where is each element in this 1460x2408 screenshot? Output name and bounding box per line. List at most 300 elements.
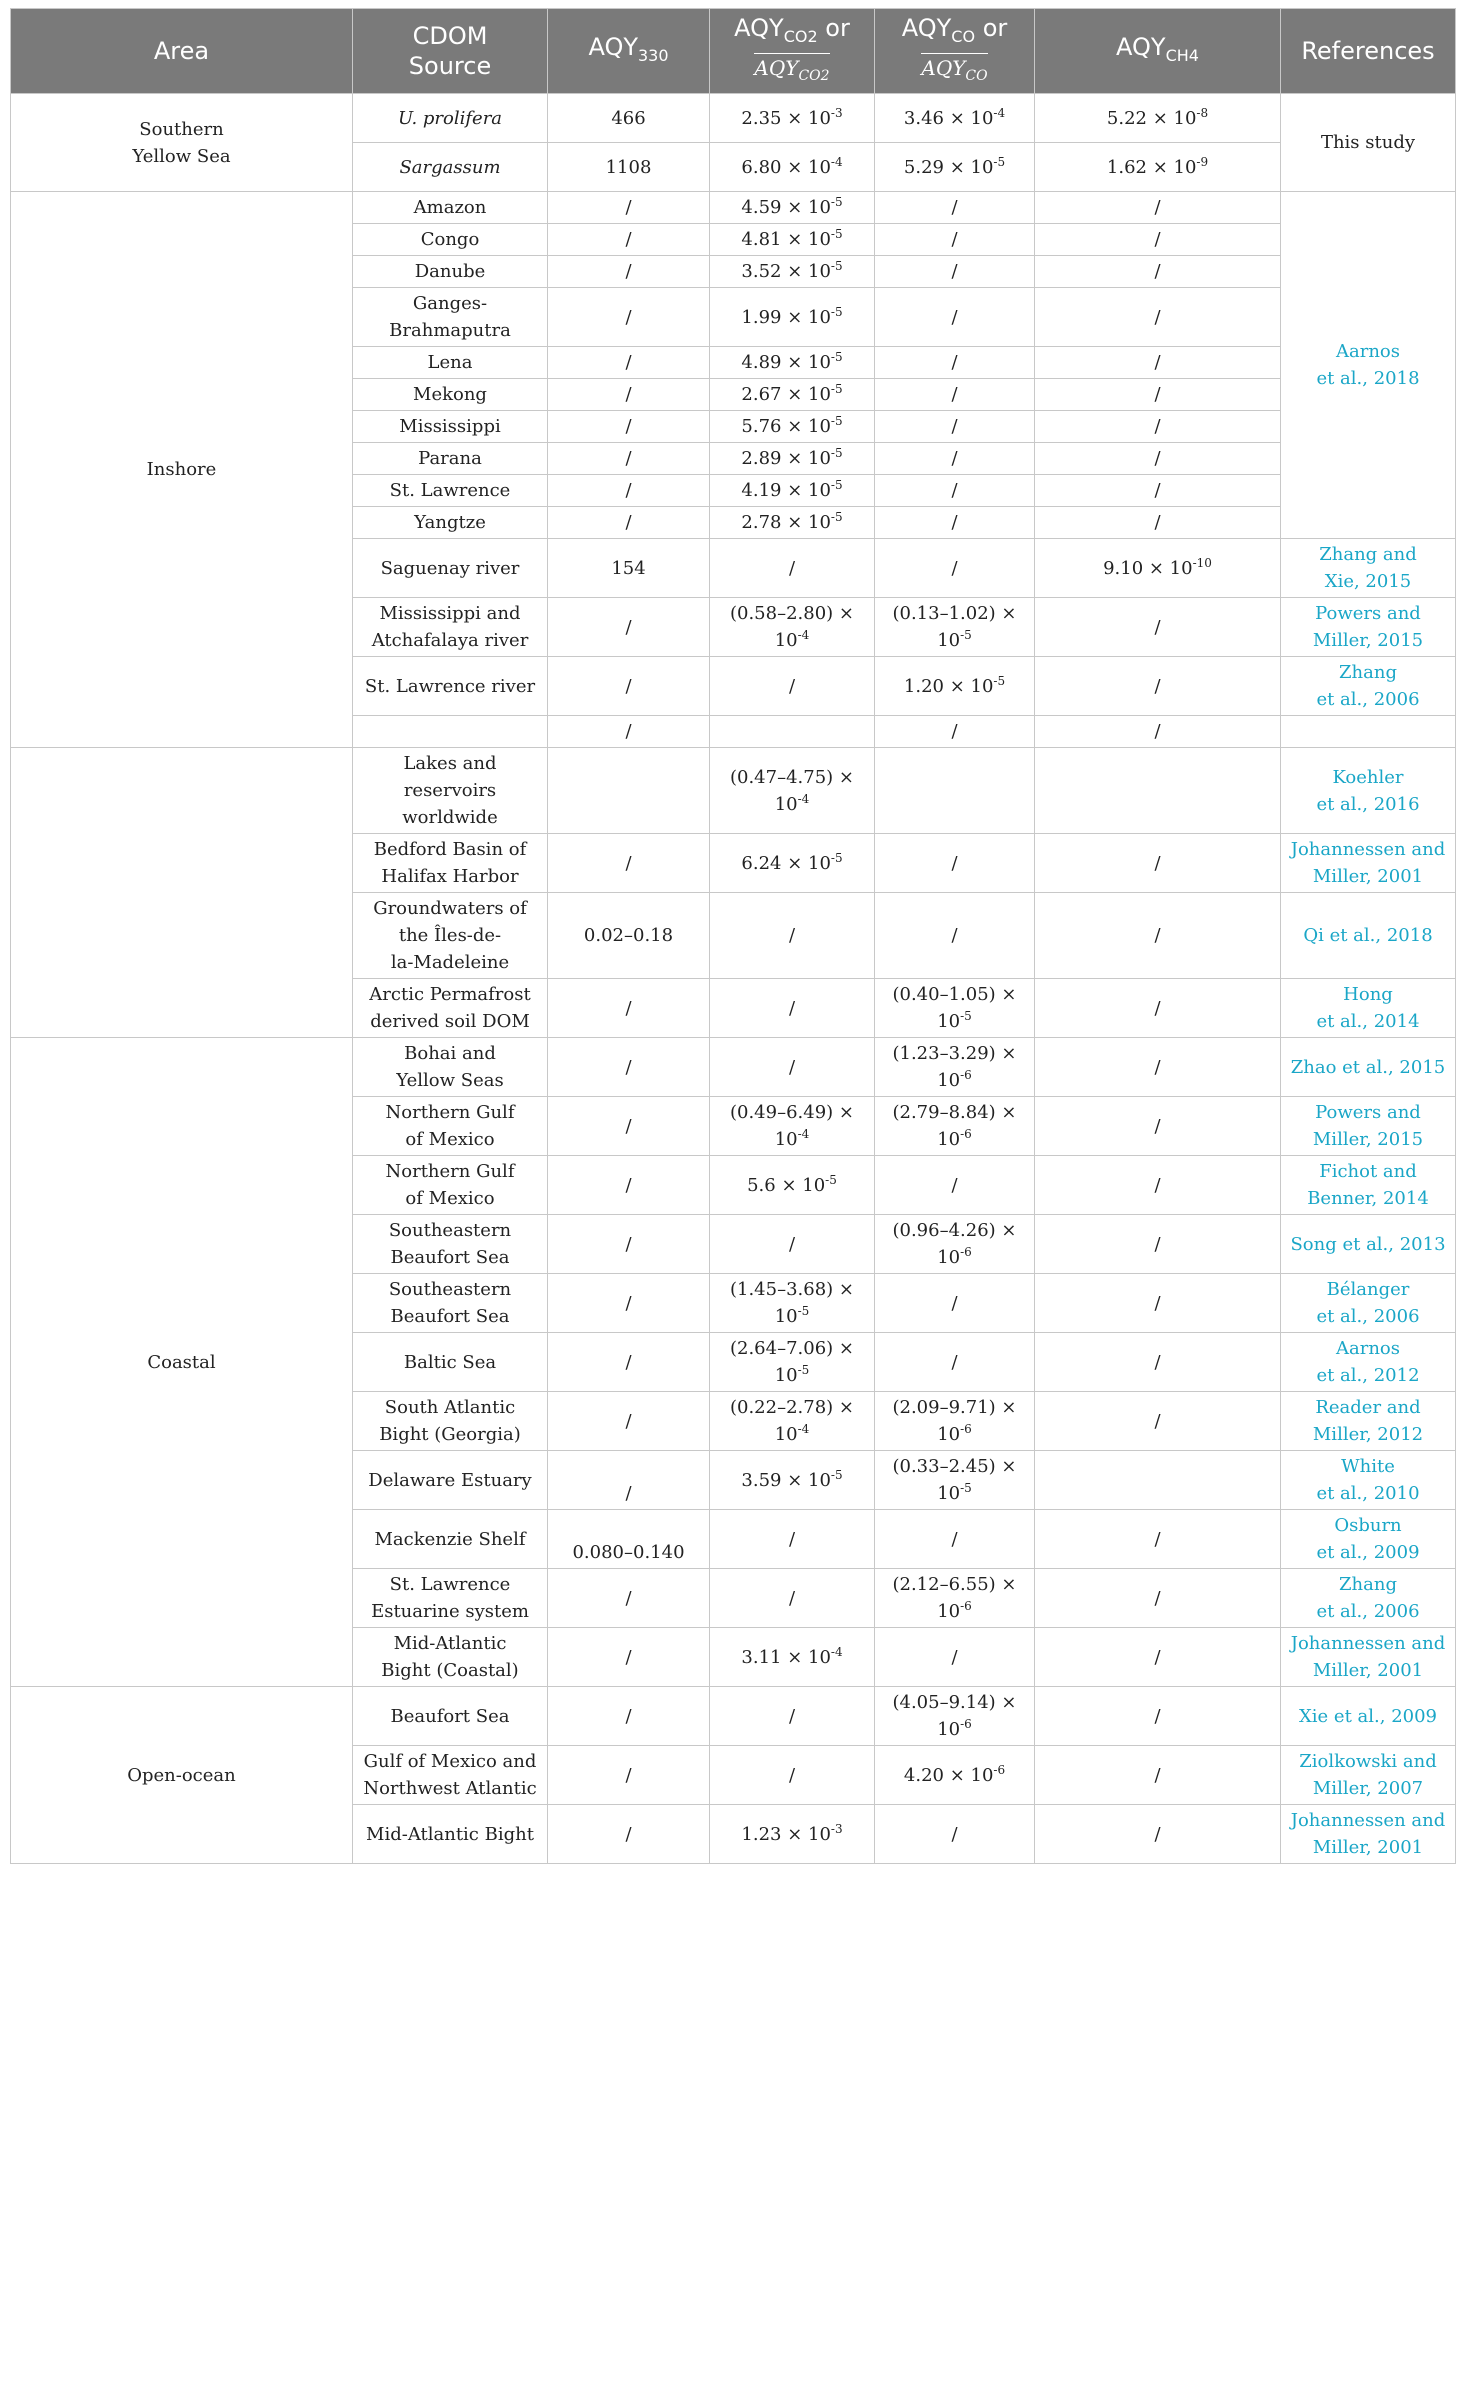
aqy-ch4-cell [1035, 1628, 1281, 1687]
source-text: St. Lawrence river [364, 675, 536, 697]
aqy-co-cell-exponent: -5 [993, 154, 1006, 169]
source-text: Parana [418, 448, 482, 469]
aqy-ch4-text: / [1154, 1705, 1161, 1727]
aqy-co-cell [875, 192, 1035, 224]
aqy330-cell: / [548, 475, 710, 507]
aqy-co2-cell-text: (0.58–2.80) × 10 [729, 603, 854, 651]
aqy-co-cell-text: / [951, 229, 958, 250]
aqy330-cell: 1108 [548, 143, 710, 192]
aqy-co-cell-text: 5.29 × 10 [903, 156, 994, 178]
header-aqy-ch4: $AQY_{CH4}$ [1035, 9, 1281, 94]
aqy-ch4-exponent: -9 [1196, 154, 1209, 169]
source-text: Danube [414, 261, 486, 282]
aqy-co-cell [875, 1333, 1035, 1392]
aqy-co2-cell-text: / [788, 1705, 796, 1727]
aqy-co2-cell [710, 893, 875, 979]
aqy330-cell: / [548, 379, 710, 411]
source-text: Mekong [413, 384, 487, 405]
aqy330-cell: / [548, 1097, 710, 1156]
aqy-co2-cell [710, 834, 875, 893]
aqy-co-cell-text: / [951, 448, 958, 469]
aqy330-cell: / [548, 1746, 710, 1805]
aqy-co-cell-text: 1.20 × 10 [903, 675, 994, 697]
aqy-co-cell [875, 1746, 1035, 1805]
source-cell [353, 1333, 548, 1392]
aqy330-cell [548, 748, 710, 834]
aqy-co2-cell-exponent: -4 [797, 1422, 810, 1436]
source-cell [353, 411, 548, 443]
aqy-co2-cell-text: (0.49–6.49) × 10 [729, 1102, 854, 1150]
source-cell [353, 256, 548, 288]
aqy-co2-cell-exponent: -3 [830, 1821, 843, 1836]
aqy-ch4-text: / [1154, 197, 1161, 218]
reference-link: Ziolkowski and Miller, 2007 [1281, 1746, 1456, 1805]
aqy-ch4-cell [1035, 1038, 1281, 1097]
aqy-co2-cell-text: (0.22–2.78) × 10 [729, 1397, 854, 1445]
aqy-co-cell [875, 256, 1035, 288]
reference-link: Aarnos et al., 2018 [1281, 192, 1456, 539]
aqy-ch4-cell [1035, 256, 1281, 288]
aqy-co-cell-text: / [951, 197, 958, 218]
aqy-co-cell-exponent: -5 [960, 1009, 972, 1023]
aqy-ch4-text: / [1154, 1410, 1161, 1432]
aqy-co-cell-text: / [951, 480, 958, 501]
aqy330-cell: / [548, 1392, 710, 1451]
aqy-ch4-cell [1035, 1510, 1281, 1569]
reference-link: Qi et al., 2018 [1281, 893, 1456, 979]
aqy-co2-cell-text: / [788, 675, 796, 697]
aqy-co2-cell-text: 1.23 × 10 [741, 1823, 831, 1845]
aqy-co-cell-exponent: -5 [960, 1481, 972, 1495]
aqy330-cell: / [548, 1215, 710, 1274]
aqy-co2-cell-exponent: -4 [830, 154, 843, 169]
aqy-co-cell [875, 657, 1035, 716]
source-text: Northern Gulf of Mexico [385, 1102, 515, 1150]
reference-link: Johannessen and Miller, 2001 [1281, 1805, 1456, 1864]
aqy330-cell: / [548, 1451, 710, 1510]
source-text: Lakes and reservoirs worldwide [402, 753, 498, 828]
reference-link: Zhang et al., 2006 [1281, 657, 1456, 716]
table-row [11, 94, 1456, 143]
aqy-co2-cell-exponent: -4 [797, 791, 810, 806]
aqy-co2-cell-exponent: -4 [797, 628, 810, 642]
aqy-co2-cell [710, 411, 875, 443]
aqy-co2-cell-text: 2.89 × 10 [741, 448, 831, 469]
source-text: St. Lawrence Estuarine system [371, 1574, 529, 1622]
aqy-co-cell-text: / [951, 384, 958, 405]
reference-link: Zhang and Xie, 2015 [1281, 539, 1456, 598]
aqy-co2-cell [710, 1156, 875, 1215]
aqy-co2-cell-text: (0.47–4.75) × 10 [729, 766, 854, 815]
aqy-co-cell-text: (0.33–2.45) × 10 [892, 1456, 1017, 1504]
aqy-co2-cell-exponent: -3 [830, 105, 843, 120]
reference-link: Reader and Miller, 2012 [1281, 1392, 1456, 1451]
aqy-co2-cell-text: / [788, 1587, 796, 1609]
aqy-co2-cell [710, 1510, 875, 1569]
aqy-ch4-text: / [1154, 229, 1161, 250]
aqy-co-cell [875, 379, 1035, 411]
aqy-co2-cell-text: 5.76 × 10 [741, 416, 831, 437]
aqy-co-cell-exponent: -6 [960, 1599, 972, 1613]
aqy-co-cell-exponent: -6 [960, 1068, 972, 1082]
aqy-co2-cell [710, 539, 875, 598]
aqy330-cell: / [548, 1038, 710, 1097]
aqy-ch4-cell [1035, 379, 1281, 411]
aqy-co-cell-text: 3.46 × 10 [903, 107, 994, 129]
aqy-ch4-cell [1035, 1274, 1281, 1333]
source-text: Groundwaters of the Îles-de- la-Madeleine [373, 898, 527, 973]
aqy-co2-cell [710, 224, 875, 256]
aqy-ch4-text: / [1154, 925, 1161, 946]
aqy-ch4-text: / [1154, 306, 1161, 328]
aqy-co2-cell [710, 443, 875, 475]
source-cell [353, 1569, 548, 1628]
aqy-co2-cell-exponent: -5 [830, 478, 843, 492]
aqy-co2-cell-text: / [788, 1764, 796, 1786]
source-cell [353, 1156, 548, 1215]
aqy-co-cell-text: (0.40–1.05) × 10 [892, 984, 1017, 1032]
reference-link: Koehler et al., 2016 [1281, 748, 1456, 834]
source-text: Baltic Sea [403, 1351, 497, 1373]
reference-this-study: This study [1281, 94, 1456, 192]
source-cell [353, 834, 548, 893]
aqy330-cell: / [548, 443, 710, 475]
aqy-co-cell [875, 1156, 1035, 1215]
aqy-co2-cell [710, 347, 875, 379]
aqy-co2-cell [710, 1805, 875, 1864]
source-cell [353, 1628, 548, 1687]
aqy-co-cell-text: / [951, 852, 958, 874]
source-cell [353, 379, 548, 411]
aqy-ch4-cell [1035, 1215, 1281, 1274]
aqy-co-cell [875, 979, 1035, 1038]
aqy-ch4-text: / [1154, 721, 1161, 742]
aqy-co2-cell-text: 3.59 × 10 [741, 1469, 831, 1491]
aqy-co-cell-exponent: -5 [993, 673, 1006, 688]
aqy-co2-cell-text: (2.64–7.06) × 10 [729, 1338, 854, 1386]
table-row [11, 1687, 1456, 1746]
aqy-co-cell [875, 748, 1035, 834]
aqy-co2-cell-exponent: -5 [830, 304, 843, 319]
header-cdom-source: CDOM Source [353, 9, 548, 94]
aqy-co2-cell-exponent: -5 [830, 414, 843, 428]
reference-link: Johannessen and Miller, 2001 [1281, 1628, 1456, 1687]
source-text: Amazon [413, 197, 487, 218]
aqy330-cell: / [548, 1569, 710, 1628]
source-cell [353, 1805, 548, 1864]
aqy-co-cell-text: / [951, 557, 958, 579]
reference-link: Bélanger et al., 2006 [1281, 1274, 1456, 1333]
aqy-co2-cell-text: 4.59 × 10 [741, 197, 831, 218]
aqy-ch4-cell [1035, 1569, 1281, 1628]
aqy-co-cell-text: (0.13–1.02) × 10 [892, 603, 1017, 651]
aqy-co-cell-text: / [951, 1174, 958, 1196]
aqy330-cell: / [548, 598, 710, 657]
aqy-co2-cell [710, 1038, 875, 1097]
aqy-co-cell-text: / [951, 721, 958, 742]
aqy-ch4-cell [1035, 748, 1281, 834]
aqy-ch4-cell [1035, 475, 1281, 507]
aqy-ch4-cell [1035, 443, 1281, 475]
aqy-co-cell [875, 288, 1035, 347]
header-row [11, 9, 1456, 94]
aqy-co2-cell-exponent: -5 [830, 259, 843, 273]
source-text: St. Lawrence [389, 480, 511, 501]
aqy-ch4-text: / [1154, 512, 1161, 533]
aqy-co-cell-text: 4.20 × 10 [903, 1764, 994, 1786]
aqy-co2-cell-exponent: -5 [830, 446, 843, 460]
source-text: Mid-Atlantic Bight (Coastal) [381, 1633, 519, 1681]
source-text: Bedford Basin of Halifax Harbor [373, 839, 527, 887]
aqy-co-cell-exponent: -6 [993, 1762, 1006, 1777]
aqy330-cell: / [548, 834, 710, 893]
table-body [11, 94, 1456, 1864]
source-text: Mississippi [399, 416, 501, 437]
source-cell [353, 1215, 548, 1274]
header-references: References [1281, 9, 1456, 94]
aqy-co2-cell [710, 979, 875, 1038]
aqy-co2-cell [710, 1392, 875, 1451]
table-row [11, 748, 1456, 834]
aqy-co-cell [875, 539, 1035, 598]
aqy-co-cell-text: / [951, 306, 958, 328]
aqy330-cell: / [548, 979, 710, 1038]
aqy-ch4-cell [1035, 1687, 1281, 1746]
aqy-co2-cell-text: / [788, 1056, 796, 1078]
source-text: Mid-Atlantic Bight [366, 1823, 534, 1845]
aqy330-cell: / [548, 224, 710, 256]
aqy-ch4-cell [1035, 1097, 1281, 1156]
aqy-co-cell [875, 598, 1035, 657]
aqy330-cell: 466 [548, 94, 710, 143]
header-aqy-co2: $AQY_{CO2}$ or $AQY_{CO2}$ [710, 9, 875, 94]
aqy330-cell: / [548, 1333, 710, 1392]
aqy-co2-cell [710, 1451, 875, 1510]
source-text: Bohai and Yellow Seas [396, 1043, 504, 1091]
aqy-co-cell-text: / [951, 1528, 958, 1550]
aqy-co2-cell-text: 2.78 × 10 [741, 512, 831, 533]
source-text: Sargassum [399, 156, 501, 178]
source-cell [353, 893, 548, 979]
source-text: Southeastern Beaufort Sea [388, 1220, 512, 1268]
source-cell [353, 475, 548, 507]
source-text: Arctic Permafrost derived soil DOM [369, 984, 531, 1032]
aqy-ch4-text: / [1154, 352, 1161, 373]
aqy-co2-cell-exponent: -5 [797, 1363, 810, 1377]
aqy-co2-cell [710, 1569, 875, 1628]
aqy-ch4-cell [1035, 94, 1281, 143]
aqy-co2-cell-text: / [788, 1233, 796, 1255]
source-text: Mackenzie Shelf [374, 1528, 526, 1550]
source-cell [353, 94, 548, 143]
table-row [11, 192, 1456, 224]
source-cell [353, 1746, 548, 1805]
reference-link: Fichot and Benner, 2014 [1281, 1156, 1456, 1215]
aqy-ch4-cell [1035, 1746, 1281, 1805]
aqy330-cell: 0.02–0.18 [548, 893, 710, 979]
aqy-co2-cell-text: 4.89 × 10 [741, 352, 831, 373]
aqy-ch4-text: / [1154, 1351, 1161, 1373]
aqy-co-cell [875, 1805, 1035, 1864]
aqy-co2-cell-exponent: -5 [825, 1172, 837, 1187]
source-cell [353, 443, 548, 475]
aqy-co-cell [875, 1569, 1035, 1628]
aqy-co2-cell [710, 143, 875, 192]
aqy-co2-cell [710, 1215, 875, 1274]
aqy-ch4-cell [1035, 507, 1281, 539]
source-text: Yangtze [414, 512, 486, 533]
aqy-co-cell [875, 224, 1035, 256]
aqy-co-cell-text: (2.79–8.84) × 10 [892, 1102, 1017, 1150]
source-text: South Atlantic Bight (Georgia) [379, 1397, 521, 1445]
aqy-co-cell-text: (2.12–6.55) × 10 [892, 1574, 1017, 1622]
aqy330-cell: / [548, 1156, 710, 1215]
aqy-ch4-cell [1035, 716, 1281, 748]
source-text: Delaware Estuary [368, 1469, 532, 1491]
area-blank [11, 748, 353, 1038]
aqy-co2-cell-exponent: -5 [830, 850, 843, 865]
aqy-co-cell [875, 1392, 1035, 1451]
aqy-ch4-cell [1035, 1451, 1281, 1510]
source-text: Gulf of Mexico and Northwest Atlantic [363, 1751, 537, 1799]
aqy-co-cell [875, 834, 1035, 893]
aqy-co2-cell-exponent: -5 [830, 195, 843, 209]
aqy-co-cell-text: / [951, 261, 958, 282]
reference-link: Zhang et al., 2006 [1281, 1569, 1456, 1628]
aqy-co-cell-text: / [951, 1646, 958, 1668]
area-coastal: Coastal [11, 1038, 353, 1687]
aqy-co2-cell-text: 6.80 × 10 [741, 156, 831, 178]
aqy-co2-cell-text: 1.99 × 10 [741, 306, 831, 328]
aqy-co2-cell [710, 288, 875, 347]
aqy-co2-cell-text: / [788, 557, 796, 579]
aqy-co-cell-text: / [951, 925, 958, 946]
aqy-ch4-cell [1035, 288, 1281, 347]
aqy-co-cell [875, 1451, 1035, 1510]
aqy-ch4-cell [1035, 893, 1281, 979]
aqy330-cell: / [548, 1805, 710, 1864]
source-text: Beaufort Sea [390, 1705, 510, 1727]
aqy330-cell: 0.080–0.140 [548, 1510, 710, 1569]
aqy-co-cell-exponent: -4 [993, 105, 1006, 120]
source-text: Ganges- Brahmaputra [389, 293, 511, 341]
aqy-co2-cell [710, 256, 875, 288]
aqy330-cell: / [548, 411, 710, 443]
aqy-ch4-cell [1035, 834, 1281, 893]
aqy-ch4-text: / [1154, 1056, 1161, 1078]
source-text: Lena [427, 352, 473, 373]
aqy-co-cell [875, 1038, 1035, 1097]
aqy-ch4-cell [1035, 598, 1281, 657]
aqy-ch4-text: / [1154, 1587, 1161, 1609]
source-cell [353, 1274, 548, 1333]
aqy-co2-cell [710, 94, 875, 143]
aqy-co-cell [875, 716, 1035, 748]
aqy-ch4-text: / [1154, 1646, 1161, 1668]
reference-link: Powers and Miller, 2015 [1281, 1097, 1456, 1156]
source-cell [353, 288, 548, 347]
aqy-co2-cell [710, 1097, 875, 1156]
reference-link: Xie et al., 2009 [1281, 1687, 1456, 1746]
source-cell [353, 1097, 548, 1156]
aqy-ch4-text: / [1154, 1115, 1161, 1137]
aqy-ch4-text: / [1154, 1528, 1161, 1550]
reference-link: Aarnos et al., 2012 [1281, 1333, 1456, 1392]
aqy-ch4-cell [1035, 539, 1281, 598]
aqy-co-cell [875, 1274, 1035, 1333]
aqy330-cell: 154 [548, 539, 710, 598]
aqy-co-cell [875, 893, 1035, 979]
aqy-co2-cell [710, 379, 875, 411]
aqy-ch4-cell [1035, 192, 1281, 224]
aqy-co2-cell [710, 748, 875, 834]
aqy-co2-cell-text: 2.67 × 10 [741, 384, 831, 405]
aqy-ch4-cell [1035, 347, 1281, 379]
aqy-ch4-text: / [1154, 852, 1161, 874]
aqy-co2-cell [710, 1746, 875, 1805]
source-cell [353, 1038, 548, 1097]
aqy330-cell: / [548, 1274, 710, 1333]
source-text: Congo [420, 229, 480, 250]
aqy-co-cell [875, 1510, 1035, 1569]
aqy-co2-cell-text: 4.19 × 10 [741, 480, 831, 501]
aqy-co2-cell-exponent: -4 [797, 1127, 810, 1141]
aqy-ch4-text: / [1154, 261, 1161, 282]
source-cell [353, 748, 548, 834]
area-inshore: Inshore [11, 192, 353, 748]
aqy-ch4-text: / [1154, 448, 1161, 469]
header-aqy-co: $AQY_{CO}$ or $AQY_{CO}$ [875, 9, 1035, 94]
aqy-co2-cell-text: 3.11 × 10 [741, 1646, 831, 1668]
reference-link: Powers and Miller, 2015 [1281, 598, 1456, 657]
area-open-ocean: Open-ocean [11, 1687, 353, 1864]
source-text: Southeastern Beaufort Sea [388, 1279, 512, 1327]
aqy-ch4-text: / [1154, 1292, 1161, 1314]
aqy-ch4-cell [1035, 1392, 1281, 1451]
aqy-co2-cell-exponent: -5 [830, 382, 843, 396]
aqy-ch4-cell [1035, 1333, 1281, 1392]
aqy330-cell: / [548, 507, 710, 539]
aqy-ch4-text: / [1154, 480, 1161, 501]
aqy-co2-cell [710, 716, 875, 748]
aqy-co2-cell-text: (1.45–3.68) × 10 [729, 1279, 854, 1327]
aqy-co2-cell [710, 1333, 875, 1392]
aqy-co2-cell [710, 598, 875, 657]
aqy-co2-cell [710, 657, 875, 716]
reference-link: Johannessen and Miller, 2001 [1281, 834, 1456, 893]
aqy-co2-cell [710, 475, 875, 507]
aqy-co2-cell [710, 507, 875, 539]
source-cell [353, 347, 548, 379]
aqy-ch4-text: 1.62 × 10 [1106, 156, 1197, 178]
aqy-co2-cell-exponent: -4 [830, 1644, 843, 1659]
table-row [11, 1038, 1456, 1097]
aqy-ch4-cell [1035, 143, 1281, 192]
aqy-co2-cell-exponent: -5 [830, 510, 843, 524]
source-cell [353, 224, 548, 256]
source-cell [353, 192, 548, 224]
aqy-co-cell [875, 1628, 1035, 1687]
aqy-co2-cell-exponent: -5 [797, 1304, 810, 1318]
aqy-co-cell [875, 347, 1035, 379]
reference-link: White et al., 2010 [1281, 1451, 1456, 1510]
aqy-co-cell [875, 443, 1035, 475]
aqy330-cell: / [548, 192, 710, 224]
aqy-co-cell-exponent: -6 [960, 1422, 972, 1436]
aqy330-cell: / [548, 347, 710, 379]
table-wrapper [10, 8, 1455, 1864]
aqy-co2-cell-text: 3.52 × 10 [741, 261, 831, 282]
